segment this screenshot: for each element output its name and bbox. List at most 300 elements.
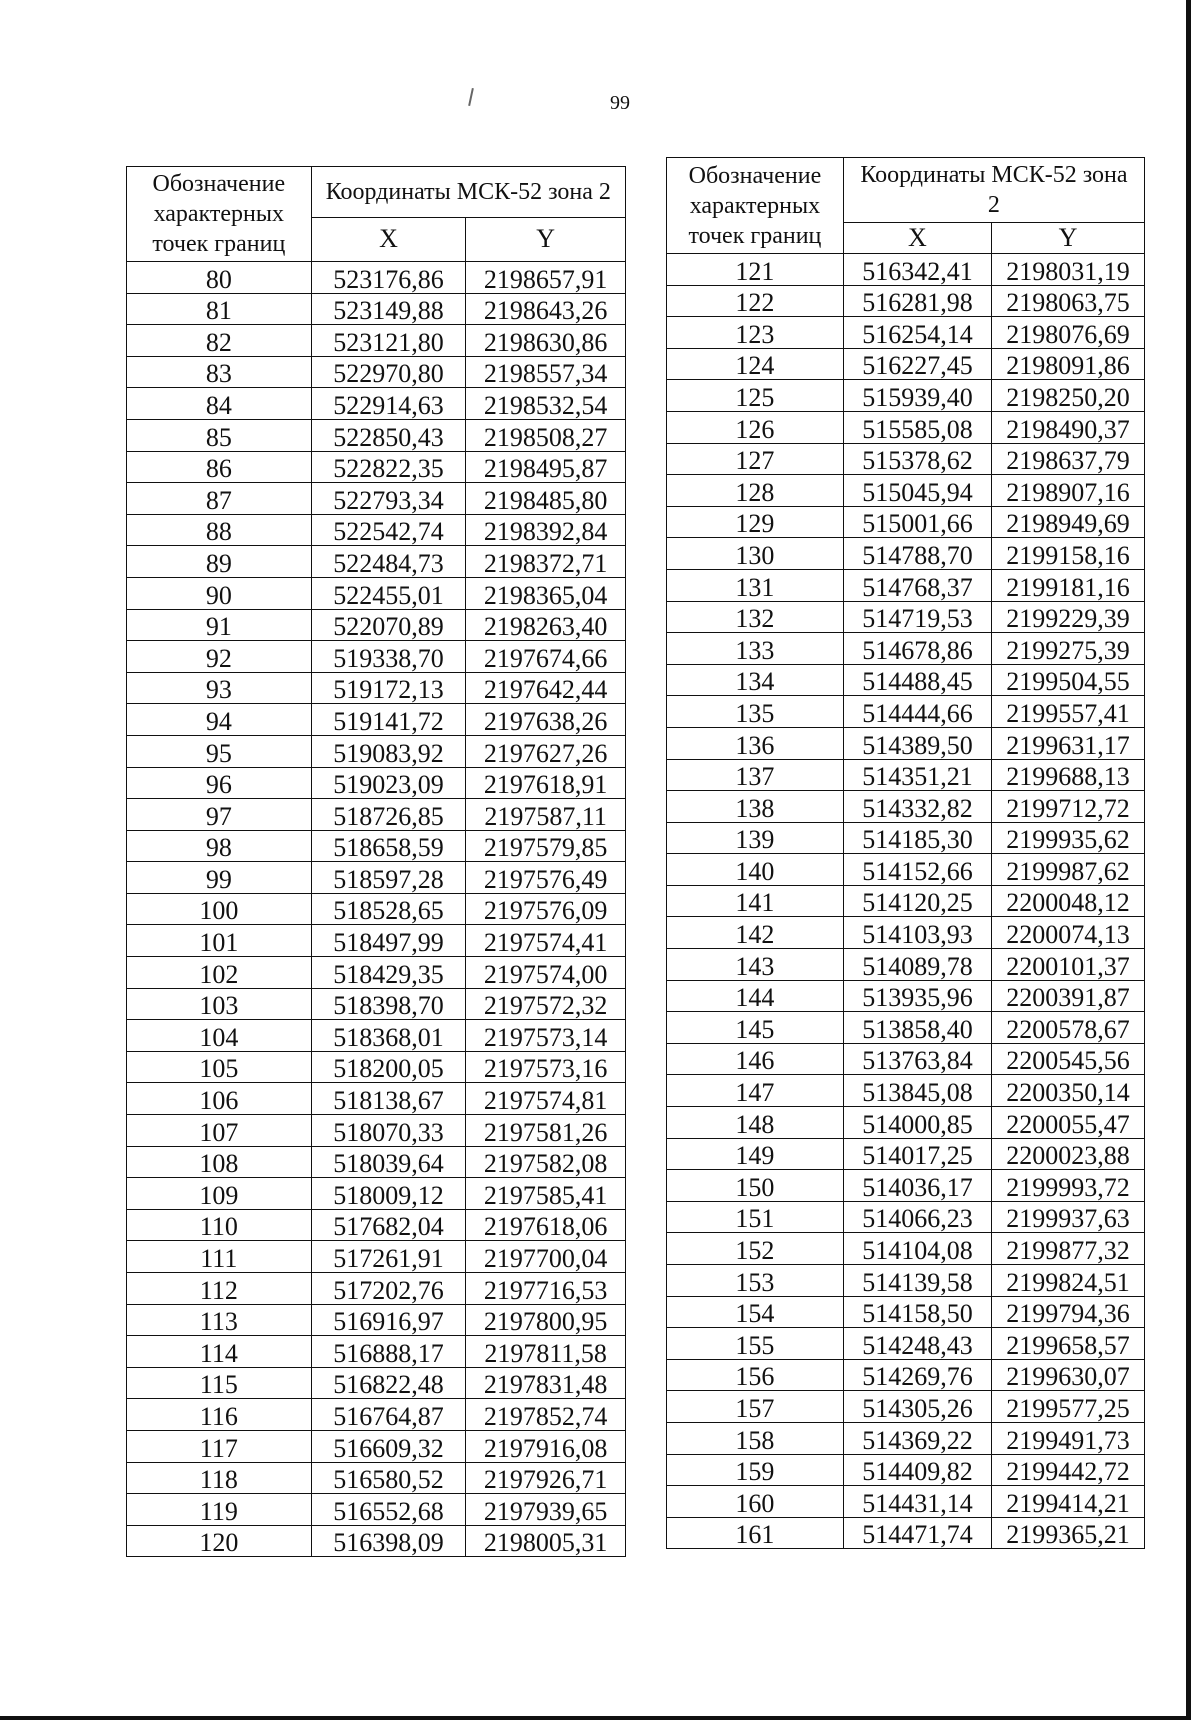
point-id-cell: 118 <box>127 1462 312 1494</box>
y-coordinate-cell: 2198372,71 <box>466 546 626 578</box>
table-row <box>127 388 626 420</box>
table-row <box>127 1336 626 1368</box>
y-coordinate-cell: 2199935,62 <box>992 822 1145 854</box>
y-coordinate-cell: 2199229,39 <box>992 601 1145 633</box>
table-row <box>127 672 626 704</box>
table-row <box>127 1399 626 1431</box>
y-coordinate-cell: 2198076,69 <box>992 317 1145 349</box>
point-id-cell: 151 <box>667 1201 844 1233</box>
point-id-cell: 128 <box>667 475 844 507</box>
x-coordinate-cell: 515939,40 <box>843 380 991 412</box>
table-row <box>667 822 1145 854</box>
x-coordinate-cell: 522455,01 <box>311 577 466 609</box>
x-coordinate-cell: 516227,45 <box>843 348 991 380</box>
point-id-cell: 94 <box>127 704 312 736</box>
y-coordinate-cell: 2198657,91 <box>466 262 626 294</box>
y-coordinate-cell: 2197674,66 <box>466 641 626 673</box>
y-coordinate-cell: 2197638,26 <box>466 704 626 736</box>
table-row <box>667 949 1145 981</box>
id-column-header: Обозначение характерных точек границ <box>127 167 312 262</box>
y-coordinate-cell: 2200074,13 <box>992 917 1145 949</box>
y-coordinate-cell: 2199630,07 <box>992 1359 1145 1391</box>
x-coordinate-cell: 518200,05 <box>311 1051 466 1083</box>
point-id-cell: 102 <box>127 957 312 989</box>
x-coordinate-cell: 514158,50 <box>843 1296 991 1328</box>
table-row <box>127 1273 626 1305</box>
table-row <box>667 791 1145 823</box>
x-coordinate-cell: 513935,96 <box>843 980 991 1012</box>
x-coordinate-cell: 516764,87 <box>311 1399 466 1431</box>
table-row <box>667 538 1145 570</box>
point-id-cell: 107 <box>127 1115 312 1147</box>
table-row <box>127 1304 626 1336</box>
table-row <box>127 735 626 767</box>
point-id-cell: 98 <box>127 830 312 862</box>
x-coordinate-cell: 513763,84 <box>843 1043 991 1075</box>
y-coordinate-cell: 2199631,17 <box>992 727 1145 759</box>
coords-title-header: Координаты МСК-52 зона 2 <box>843 158 1144 223</box>
table-row <box>127 1462 626 1494</box>
table-row <box>127 1525 626 1557</box>
point-id-cell: 134 <box>667 664 844 696</box>
point-id-cell: 142 <box>667 917 844 949</box>
y-coordinate-cell: 2200391,87 <box>992 980 1145 1012</box>
table-row <box>127 546 626 578</box>
table-row <box>667 254 1145 286</box>
point-id-cell: 97 <box>127 799 312 831</box>
table-row <box>667 1359 1145 1391</box>
table-row <box>127 641 626 673</box>
x-coordinate-cell: 514369,22 <box>843 1422 991 1454</box>
x-coordinate-cell: 516916,97 <box>311 1304 466 1336</box>
y-coordinate-cell: 2197811,58 <box>466 1336 626 1368</box>
point-id-cell: 81 <box>127 293 312 325</box>
x-column-header: X <box>311 217 466 261</box>
table-row <box>127 957 626 989</box>
y-coordinate-cell: 2197700,04 <box>466 1241 626 1273</box>
table-row <box>667 980 1145 1012</box>
point-id-cell: 100 <box>127 893 312 925</box>
x-coordinate-cell: 516254,14 <box>843 317 991 349</box>
x-coordinate-cell: 517261,91 <box>311 1241 466 1273</box>
table-row <box>127 609 626 641</box>
point-id-cell: 115 <box>127 1367 312 1399</box>
table-row <box>127 1178 626 1210</box>
table-row <box>127 767 626 799</box>
point-id-cell: 136 <box>667 727 844 759</box>
point-id-cell: 86 <box>127 451 312 483</box>
y-coordinate-cell: 2198091,86 <box>992 348 1145 380</box>
x-coordinate-cell: 514471,74 <box>843 1517 991 1549</box>
x-coordinate-cell: 515378,62 <box>843 443 991 475</box>
point-id-cell: 141 <box>667 885 844 917</box>
x-coordinate-cell: 522970,80 <box>311 356 466 388</box>
point-id-cell: 104 <box>127 1020 312 1052</box>
y-coordinate-cell: 2197576,09 <box>466 893 626 925</box>
x-coordinate-cell: 518398,70 <box>311 988 466 1020</box>
point-id-cell: 83 <box>127 356 312 388</box>
table-row <box>667 285 1145 317</box>
y-coordinate-cell: 2199658,57 <box>992 1328 1145 1360</box>
x-coordinate-cell: 514120,25 <box>843 885 991 917</box>
y-coordinate-cell: 2200023,88 <box>992 1138 1145 1170</box>
y-coordinate-cell: 2198637,79 <box>992 443 1145 475</box>
x-coordinate-cell: 513845,08 <box>843 1075 991 1107</box>
point-id-cell: 160 <box>667 1486 844 1518</box>
table-row <box>127 988 626 1020</box>
table-row <box>667 1328 1145 1360</box>
x-coordinate-cell: 514332,82 <box>843 791 991 823</box>
y-coordinate-cell: 2197573,14 <box>466 1020 626 1052</box>
coordinates-table-left <box>126 166 626 1557</box>
y-coordinate-cell: 2197585,41 <box>466 1178 626 1210</box>
point-id-cell: 133 <box>667 633 844 665</box>
y-coordinate-cell: 2199712,72 <box>992 791 1145 823</box>
table-row <box>667 348 1145 380</box>
table-row <box>127 514 626 546</box>
point-id-cell: 138 <box>667 791 844 823</box>
y-coordinate-cell: 2197618,06 <box>466 1209 626 1241</box>
x-coordinate-cell: 516552,68 <box>311 1494 466 1526</box>
table-row <box>667 569 1145 601</box>
point-id-cell: 80 <box>127 262 312 294</box>
table-row <box>667 1486 1145 1518</box>
id-column-header: Обозначение характерных точек границ <box>667 158 844 254</box>
y-coordinate-cell: 2198485,80 <box>466 483 626 515</box>
x-coordinate-cell: 523176,86 <box>311 262 466 294</box>
point-id-cell: 110 <box>127 1209 312 1241</box>
x-coordinate-cell: 514104,08 <box>843 1233 991 1265</box>
point-id-cell: 91 <box>127 609 312 641</box>
y-coordinate-cell: 2199414,21 <box>992 1486 1145 1518</box>
table-row <box>127 262 626 294</box>
point-id-cell: 143 <box>667 949 844 981</box>
x-coordinate-cell: 514389,50 <box>843 727 991 759</box>
table-row <box>667 696 1145 728</box>
x-coordinate-cell: 514269,76 <box>843 1359 991 1391</box>
y-coordinate-cell: 2197576,49 <box>466 862 626 894</box>
point-id-cell: 109 <box>127 1178 312 1210</box>
point-id-cell: 161 <box>667 1517 844 1549</box>
y-coordinate-cell: 2199937,63 <box>992 1201 1145 1233</box>
y-coordinate-cell: 2197572,32 <box>466 988 626 1020</box>
table-row <box>667 1201 1145 1233</box>
table-row <box>127 1494 626 1526</box>
x-coordinate-cell: 518726,85 <box>311 799 466 831</box>
y-coordinate-cell: 2198031,19 <box>992 254 1145 286</box>
table-row <box>667 1454 1145 1486</box>
y-coordinate-cell: 2197916,08 <box>466 1430 626 1462</box>
x-coordinate-cell: 522793,34 <box>311 483 466 515</box>
point-id-cell: 148 <box>667 1107 844 1139</box>
y-coordinate-cell: 2199181,16 <box>992 569 1145 601</box>
y-coordinate-cell: 2198263,40 <box>466 609 626 641</box>
x-coordinate-cell: 522484,73 <box>311 546 466 578</box>
y-coordinate-cell: 2197926,71 <box>466 1462 626 1494</box>
table-row <box>667 1233 1145 1265</box>
table-row <box>127 483 626 515</box>
y-coordinate-cell: 2199987,62 <box>992 854 1145 886</box>
y-coordinate-cell: 2199365,21 <box>992 1517 1145 1549</box>
x-coordinate-cell: 522850,43 <box>311 419 466 451</box>
y-coordinate-cell: 2197831,48 <box>466 1367 626 1399</box>
point-id-cell: 139 <box>667 822 844 854</box>
y-coordinate-cell: 2199491,73 <box>992 1422 1145 1454</box>
x-coordinate-cell: 514678,86 <box>843 633 991 665</box>
point-id-cell: 111 <box>127 1241 312 1273</box>
x-coordinate-cell: 514444,66 <box>843 696 991 728</box>
point-id-cell: 89 <box>127 546 312 578</box>
point-id-cell: 121 <box>667 254 844 286</box>
table-row <box>667 1138 1145 1170</box>
x-coordinate-cell: 518009,12 <box>311 1178 466 1210</box>
table-row <box>127 1430 626 1462</box>
table-row <box>667 1391 1145 1423</box>
coordinates-table-right <box>666 157 1145 1549</box>
table-row <box>667 664 1145 696</box>
y-coordinate-cell: 2197574,41 <box>466 925 626 957</box>
y-coordinate-cell: 2198365,04 <box>466 577 626 609</box>
y-coordinate-cell: 2199557,41 <box>992 696 1145 728</box>
table-row <box>667 411 1145 443</box>
x-coordinate-cell: 514248,43 <box>843 1328 991 1360</box>
point-id-cell: 84 <box>127 388 312 420</box>
point-id-cell: 135 <box>667 696 844 728</box>
point-id-cell: 123 <box>667 317 844 349</box>
table-row <box>127 893 626 925</box>
point-id-cell: 119 <box>127 1494 312 1526</box>
table-row <box>127 1083 626 1115</box>
x-coordinate-cell: 514409,82 <box>843 1454 991 1486</box>
x-coordinate-cell: 514305,26 <box>843 1391 991 1423</box>
table-row <box>667 443 1145 475</box>
table-row <box>127 1209 626 1241</box>
point-id-cell: 85 <box>127 419 312 451</box>
x-coordinate-cell: 518658,59 <box>311 830 466 862</box>
y-coordinate-cell: 2197587,11 <box>466 799 626 831</box>
y-coordinate-cell: 2197573,16 <box>466 1051 626 1083</box>
table-row <box>667 727 1145 759</box>
point-id-cell: 124 <box>667 348 844 380</box>
x-coordinate-cell: 514788,70 <box>843 538 991 570</box>
y-coordinate-cell: 2200055,47 <box>992 1107 1145 1139</box>
y-coordinate-cell: 2198250,20 <box>992 380 1145 412</box>
y-coordinate-cell: 2198005,31 <box>466 1525 626 1557</box>
x-coordinate-cell: 518597,28 <box>311 862 466 894</box>
y-coordinate-cell: 2200545,56 <box>992 1043 1145 1075</box>
x-coordinate-cell: 522070,89 <box>311 609 466 641</box>
table-row <box>127 451 626 483</box>
y-coordinate-cell: 2197618,91 <box>466 767 626 799</box>
y-coordinate-cell: 2197579,85 <box>466 830 626 862</box>
point-id-cell: 149 <box>667 1138 844 1170</box>
y-coordinate-cell: 2198063,75 <box>992 285 1145 317</box>
x-coordinate-cell: 516281,98 <box>843 285 991 317</box>
point-id-cell: 95 <box>127 735 312 767</box>
point-id-cell: 154 <box>667 1296 844 1328</box>
x-column-header: X <box>843 223 991 254</box>
point-id-cell: 112 <box>127 1273 312 1305</box>
table-row <box>667 601 1145 633</box>
point-id-cell: 122 <box>667 285 844 317</box>
x-coordinate-cell: 514152,66 <box>843 854 991 886</box>
point-id-cell: 153 <box>667 1265 844 1297</box>
point-id-cell: 159 <box>667 1454 844 1486</box>
x-coordinate-cell: 523149,88 <box>311 293 466 325</box>
point-id-cell: 152 <box>667 1233 844 1265</box>
x-coordinate-cell: 523121,80 <box>311 325 466 357</box>
table-row <box>667 506 1145 538</box>
x-coordinate-cell: 519172,13 <box>311 672 466 704</box>
x-coordinate-cell: 516822,48 <box>311 1367 466 1399</box>
point-id-cell: 126 <box>667 411 844 443</box>
y-coordinate-cell: 2198949,69 <box>992 506 1145 538</box>
y-coordinate-cell: 2200048,12 <box>992 885 1145 917</box>
point-id-cell: 157 <box>667 1391 844 1423</box>
x-coordinate-cell: 522822,35 <box>311 451 466 483</box>
y-coordinate-cell: 2199275,39 <box>992 633 1145 665</box>
table-row <box>667 917 1145 949</box>
point-id-cell: 116 <box>127 1399 312 1431</box>
y-coordinate-cell: 2199442,72 <box>992 1454 1145 1486</box>
x-coordinate-cell: 514066,23 <box>843 1201 991 1233</box>
point-id-cell: 82 <box>127 325 312 357</box>
point-id-cell: 144 <box>667 980 844 1012</box>
y-coordinate-cell: 2197800,95 <box>466 1304 626 1336</box>
x-coordinate-cell: 514000,85 <box>843 1107 991 1139</box>
table-row <box>667 1170 1145 1202</box>
x-coordinate-cell: 516609,32 <box>311 1430 466 1462</box>
point-id-cell: 120 <box>127 1525 312 1557</box>
x-coordinate-cell: 518070,33 <box>311 1115 466 1147</box>
x-coordinate-cell: 514185,30 <box>843 822 991 854</box>
table-row <box>127 1241 626 1273</box>
x-coordinate-cell: 514139,58 <box>843 1265 991 1297</box>
x-coordinate-cell: 514431,14 <box>843 1486 991 1518</box>
y-coordinate-cell: 2197642,44 <box>466 672 626 704</box>
y-coordinate-cell: 2199577,25 <box>992 1391 1145 1423</box>
point-id-cell: 92 <box>127 641 312 673</box>
point-id-cell: 99 <box>127 862 312 894</box>
table-row <box>667 1422 1145 1454</box>
y-coordinate-cell: 2197574,81 <box>466 1083 626 1115</box>
point-id-cell: 130 <box>667 538 844 570</box>
table-row <box>127 925 626 957</box>
coords-title-header: Координаты МСК-52 зона 2 <box>311 167 625 218</box>
table-row <box>667 1107 1145 1139</box>
x-coordinate-cell: 518039,64 <box>311 1146 466 1178</box>
y-coordinate-cell: 2197582,08 <box>466 1146 626 1178</box>
point-id-cell: 147 <box>667 1075 844 1107</box>
point-id-cell: 155 <box>667 1328 844 1360</box>
x-coordinate-cell: 516888,17 <box>311 1336 466 1368</box>
table-row <box>667 633 1145 665</box>
table-row <box>127 704 626 736</box>
point-id-cell: 90 <box>127 577 312 609</box>
y-coordinate-cell: 2197581,26 <box>466 1115 626 1147</box>
table-row <box>667 380 1145 412</box>
x-coordinate-cell: 514017,25 <box>843 1138 991 1170</box>
point-id-cell: 93 <box>127 672 312 704</box>
y-coordinate-cell: 2199993,72 <box>992 1170 1145 1202</box>
x-coordinate-cell: 518368,01 <box>311 1020 466 1052</box>
table-row <box>127 862 626 894</box>
table-row <box>667 1075 1145 1107</box>
y-coordinate-cell: 2198630,86 <box>466 325 626 357</box>
x-coordinate-cell: 516342,41 <box>843 254 991 286</box>
point-id-cell: 125 <box>667 380 844 412</box>
point-id-cell: 117 <box>127 1430 312 1462</box>
x-coordinate-cell: 522914,63 <box>311 388 466 420</box>
table-row <box>127 1051 626 1083</box>
point-id-cell: 131 <box>667 569 844 601</box>
x-coordinate-cell: 519141,72 <box>311 704 466 736</box>
right-table-body <box>667 254 1145 1549</box>
point-id-cell: 114 <box>127 1336 312 1368</box>
x-coordinate-cell: 514036,17 <box>843 1170 991 1202</box>
point-id-cell: 156 <box>667 1359 844 1391</box>
x-coordinate-cell: 522542,74 <box>311 514 466 546</box>
left-table-body <box>127 262 626 1557</box>
y-coordinate-cell: 2197627,26 <box>466 735 626 767</box>
table-row <box>667 1296 1145 1328</box>
x-coordinate-cell: 514488,45 <box>843 664 991 696</box>
y-coordinate-cell: 2197574,00 <box>466 957 626 989</box>
table-row <box>127 799 626 831</box>
y-coordinate-cell: 2198392,84 <box>466 514 626 546</box>
x-coordinate-cell: 517202,76 <box>311 1273 466 1305</box>
x-coordinate-cell: 517682,04 <box>311 1209 466 1241</box>
y-coordinate-cell: 2199794,36 <box>992 1296 1145 1328</box>
y-coordinate-cell: 2197852,74 <box>466 1399 626 1431</box>
table-row <box>127 830 626 862</box>
x-coordinate-cell: 516580,52 <box>311 1462 466 1494</box>
x-coordinate-cell: 515045,94 <box>843 475 991 507</box>
y-coordinate-cell: 2198508,27 <box>466 419 626 451</box>
table-row <box>127 1020 626 1052</box>
table-row <box>127 325 626 357</box>
point-id-cell: 96 <box>127 767 312 799</box>
point-id-cell: 105 <box>127 1051 312 1083</box>
point-id-cell: 145 <box>667 1012 844 1044</box>
x-coordinate-cell: 518138,67 <box>311 1083 466 1115</box>
point-id-cell: 101 <box>127 925 312 957</box>
table-row <box>127 1146 626 1178</box>
point-id-cell: 129 <box>667 506 844 538</box>
table-row <box>127 419 626 451</box>
table-row <box>127 293 626 325</box>
table-row <box>667 1012 1145 1044</box>
y-coordinate-cell: 2197939,65 <box>466 1494 626 1526</box>
y-coordinate-cell: 2197716,53 <box>466 1273 626 1305</box>
point-id-cell: 106 <box>127 1083 312 1115</box>
table-row <box>127 1367 626 1399</box>
table-row <box>667 854 1145 886</box>
x-coordinate-cell: 514719,53 <box>843 601 991 633</box>
y-coordinate-cell: 2200350,14 <box>992 1075 1145 1107</box>
table-row <box>667 759 1145 791</box>
x-coordinate-cell: 519083,92 <box>311 735 466 767</box>
point-id-cell: 127 <box>667 443 844 475</box>
y-coordinate-cell: 2200101,37 <box>992 949 1145 981</box>
table-row <box>667 475 1145 507</box>
x-coordinate-cell: 513858,40 <box>843 1012 991 1044</box>
y-coordinate-cell: 2199877,32 <box>992 1233 1145 1265</box>
y-coordinate-cell: 2198643,26 <box>466 293 626 325</box>
table-row <box>667 1043 1145 1075</box>
point-id-cell: 137 <box>667 759 844 791</box>
table-row <box>667 1265 1145 1297</box>
